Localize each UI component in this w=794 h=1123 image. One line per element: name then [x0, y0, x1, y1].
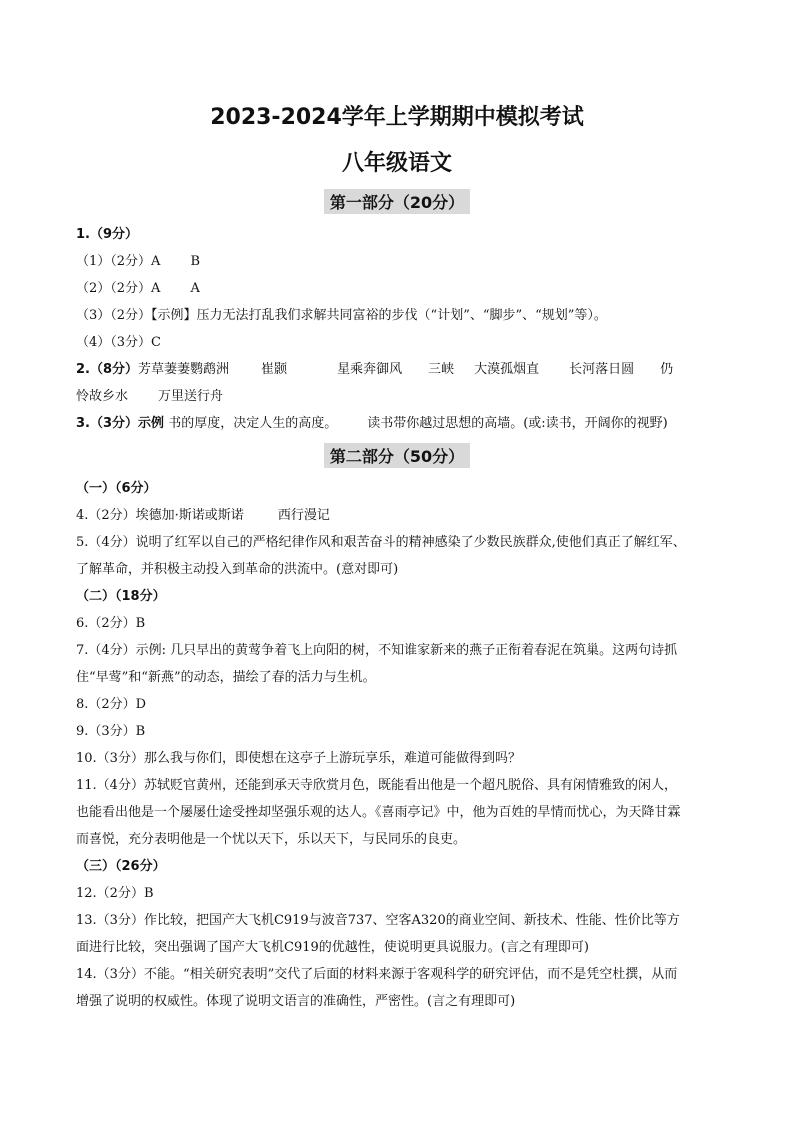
q11-l2: 也能看出他是一个屡屡仕途受挫却坚强乐观的达人。《喜雨亭记》中，他为百姓的旱情而忧心，为天降甘霖 [76, 805, 681, 820]
q2-line1: 2.（8分）芳草萋萋鹦鹉洲 崔颢 星乘奔御风 三峡 大漠孤烟直 长河落日圆 仍 [76, 362, 674, 377]
q1-3: （3）（2分）【示例】压力无法打乱我们求解共同富裕的步伐（“计划”、“脚步”、“规划”等）。 [76, 308, 607, 323]
q8: 8.（2分）D [76, 697, 147, 712]
q11-l3: 而喜悦，充分表明他是一个忧以天下，乐以天下，与民同乐的良吏。 [76, 832, 467, 847]
q1-2: （2）（2分）A A [76, 281, 200, 296]
q4: 4.（2分）埃德加·斯诺或斯诺 西行漫记 [76, 508, 330, 523]
q1-4: （4）（3分）C [76, 335, 161, 350]
q1-head: 1.（9分） [76, 227, 139, 242]
q11-l1: 11.（4分）苏轼贬官黄州，还能到承天寺欣赏月色，既能看出他是一个超凡脱俗、具有闲情雅致的闲人， [76, 778, 677, 793]
q3: 3.（3分）示例 书的厚度，决定人生的高度。 读书带你越过思想的高墙。(或:读书，开阔你的视野) [76, 416, 668, 431]
q14-l1: 14.（3分）不能。“相关研究表明”交代了后面的材料来源于客观科学的研究评估，而不是凭空杜撰，从而 [76, 967, 678, 982]
q6: 6.（2分）B [76, 616, 146, 631]
exam-title: 2023-2024学年上学期期中模拟考试 [210, 105, 584, 130]
q14-l2: 增强了说明的权威性。体现了说明文语言的准确性，严密性。(言之有理即可) [76, 994, 516, 1009]
q7-l1: 7.（4分）示例: 几只早出的黄莺争着飞上向阳的树，不知谁家新来的燕子正衔着春泥在筑巢。这两句诗抓 [76, 643, 678, 658]
q13-l2: 面进行比较，突出强调了国产大飞机C919的优越性，使说明更具说服力。(言之有理即可) [76, 940, 589, 955]
part1-heading: 第一部分（20分） [0, 189, 794, 214]
q7-l2: 住“早莺”和“新燕”的动态，描绘了春的活力与生机。 [76, 670, 376, 685]
q9: 9.（3分）B [76, 724, 146, 739]
q1-1: （1）（2分）A B [76, 254, 200, 269]
q12: 12.（2分）B [76, 886, 154, 901]
q10: 10.（3分）那么我与你们，即使想在这亭子上游玩享乐，难道可能做得到吗？ [76, 751, 521, 766]
part2-heading: 第二部分（50分） [0, 443, 794, 468]
group3-head: （三）（26分） [76, 859, 166, 874]
group2-head: （二）（18分） [76, 589, 166, 604]
group1-head: （一）（6分） [76, 481, 157, 496]
q13-l1: 13.（3分）作比较，把国产大飞机C919与波音737、空客A320的商业空间、新技术、性能、性价比等方 [76, 913, 680, 928]
exam-subtitle: 八年级语文 [341, 151, 452, 176]
q5-l2: 了解革命，并积极主动投入到革命的洪流中。(意对即可) [76, 562, 399, 577]
q2-line2: 怜故乡水 万里送行舟 [76, 389, 224, 404]
q5-l1: 5.（4分）说明了红军以自己的严格纪律作风和艰苦奋斗的精神感染了少数民族群众,使他们真正了解红军、 [76, 535, 686, 550]
